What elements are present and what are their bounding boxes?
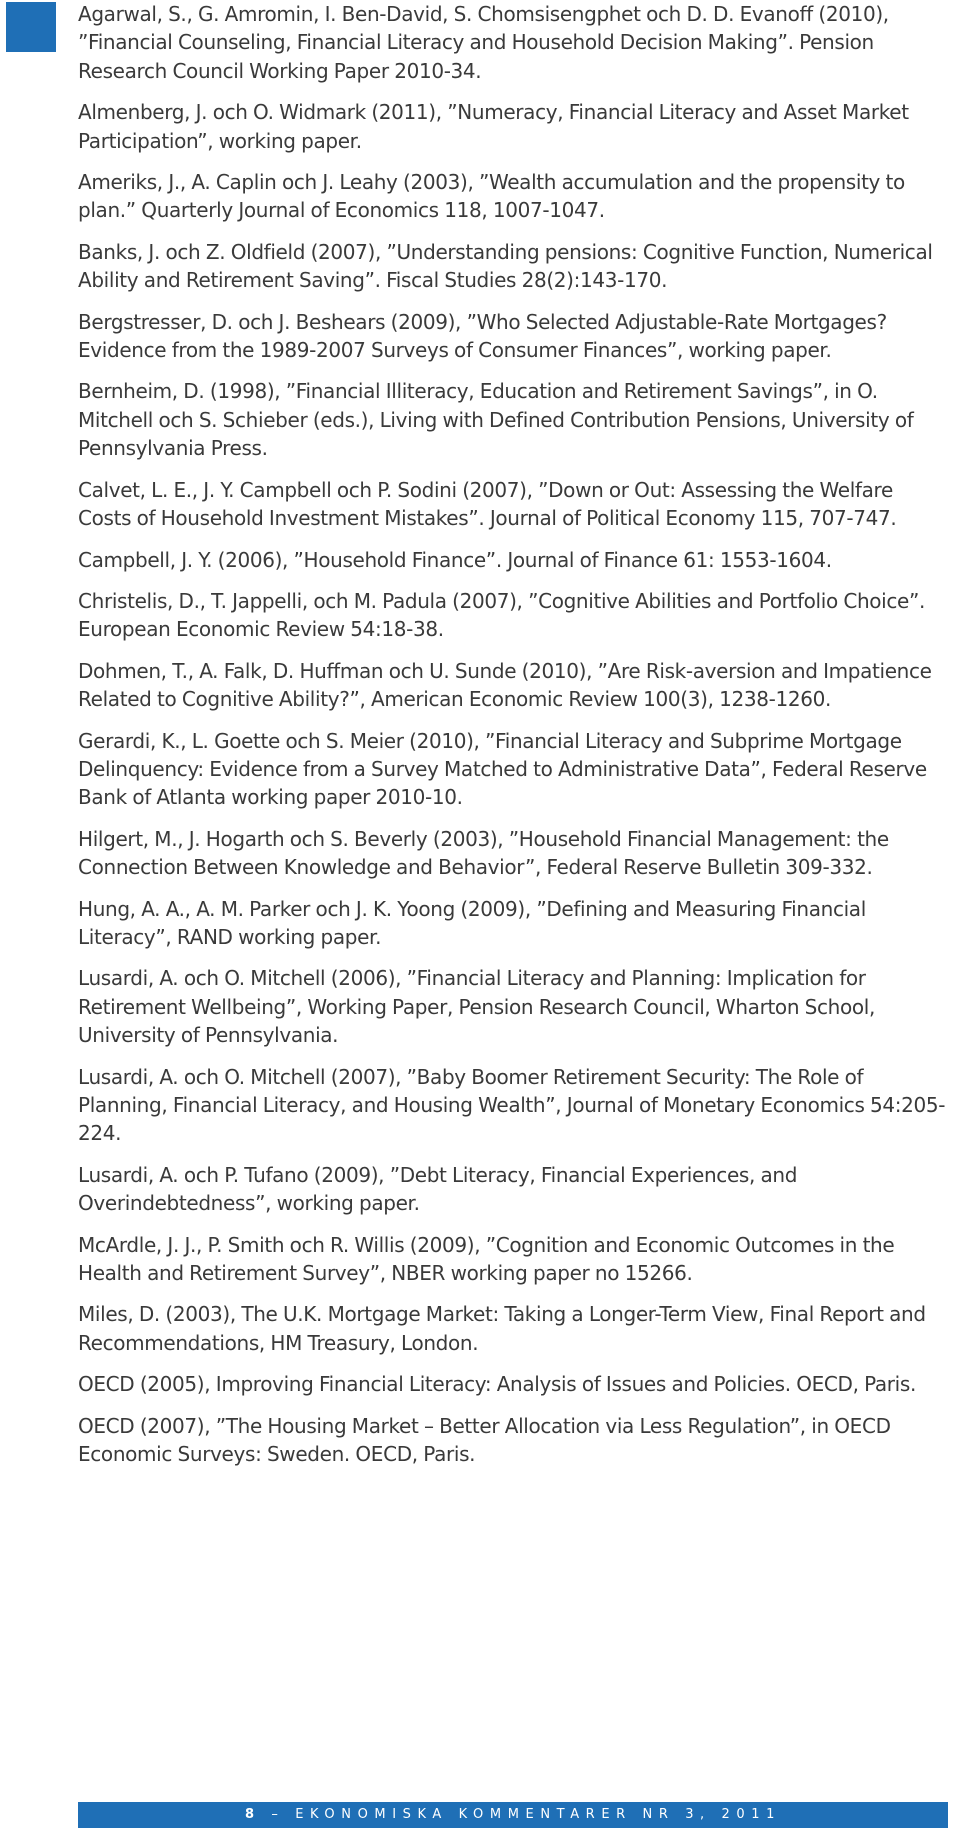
reference-entry: Bergstresser, D. och J. Beshears (2009), ”Who Selected Adjustable-Rate Mortgages? Evidence from the 1989-2007 Surveys of Consumer Finances”, working paper. — [78, 309, 887, 363]
reference-entry: Banks, J. och Z. Oldfield (2007), ”Understanding pensions: Cognitive Function, Numerical Ability and Retirement Saving”. Fiscal Studies 28(2):143-170. — [78, 239, 933, 293]
reference-entry: OECD (2007), ”The Housing Market – Better Allocation via Less Regulation”, in OECD Economic Surveys: Sweden. OECD, Paris. — [78, 1413, 891, 1467]
reference-list — [78, 0, 948, 1481]
reference-entry: Lusardi, A. och O. Mitchell (2006), ”Financial Literacy and Planning: Implication for Retirement Wellbeing”, Working Paper, Pension Research Council, Wharton School, University of Pennsylvania. — [78, 966, 875, 1048]
reference-entry: Lusardi, A. och P. Tufano (2009), ”Debt Literacy, Financial Experiences, and Overindebtedness”, working paper. — [78, 1162, 798, 1216]
footer-separator: – — [271, 1807, 285, 1822]
reference-entry: OECD (2005), Improving Financial Literacy: Analysis of Issues and Policies. OECD, Paris. — [78, 1372, 916, 1397]
reference-entry: Bernheim, D. (1998), ”Financial Illiteracy, Education and Retirement Savings”, in O. Mitchell och S. Schieber (eds.), Living with Defined Contribution Pensions, University of Pennsylvania Press. — [78, 379, 914, 461]
corner-accent-square — [6, 2, 56, 52]
publication-title: EKONOMISKA KOMMENTARER NR 3, 2011 — [295, 1807, 782, 1822]
reference-entry: Agarwal, S., G. Amromin, I. Ben-David, S. Chomsisengphet och D. D. Evanoff (2010), ”Financial Counseling, Financial Literacy and Household Decision Making”. Pension Research Council Working Paper 2010-34. — [78, 2, 889, 83]
reference-entry: Campbell, J. Y. (2006), ”Household Finance”. Journal of Finance 61: 1553-1604. — [78, 547, 832, 572]
reference-entry: Hilgert, M., J. Hogarth och S. Beverly (2003), ”Household Financial Management: the Connection Between Knowledge and Behavior”, Federal Reserve Bulletin 309-332. — [78, 826, 889, 880]
reference-entry: Dohmen, T., A. Falk, D. Huffman och U. Sunde (2010), ”Are Risk-aversion and Impatience Related to Cognitive Ability?”, American Economic Review 100(3), 1238-1260. — [78, 658, 932, 712]
reference-entry: Gerardi, K., L. Goette och S. Meier (2010), ”Financial Literacy and Subprime Mortgage Delinquency: Evidence from a Survey Matched to Administrative Data”, Federal Reserve Bank of Atlanta working paper 2010-10. — [78, 728, 927, 810]
page-number: 8 — [244, 1807, 261, 1822]
reference-entry: Hung, A. A., A. M. Parker och J. K. Yoong (2009), ”Defining and Measuring Financial Literacy”, RAND working paper. — [78, 896, 866, 949]
page-footer — [78, 1802, 948, 1828]
reference-entry: Almenberg, J. och O. Widmark (2011), ”Numeracy, Financial Literacy and Asset Market Participation”, working paper. — [78, 100, 909, 153]
reference-entry: McArdle, J. J., P. Smith och R. Willis (2009), ”Cognition and Economic Outcomes in the Health and Retirement Survey”, NBER working paper no 15266. — [78, 1232, 895, 1286]
reference-entry: Lusardi, A. och O. Mitchell (2007), ”Baby Boomer Retirement Security: The Role of Planning, Financial Literacy, and Housing Wealth”, Journal of Monetary Economics 54:205-224. — [78, 1064, 946, 1146]
reference-entry: Calvet, L. E., J. Y. Campbell och P. Sodini (2007), ”Down or Out: Assessing the Welfare Costs of Household Investment Mistakes”. Journal of Political Economy 115, 707-747. — [78, 477, 897, 531]
reference-entry: Ameriks, J., A. Caplin och J. Leahy (2003), ”Wealth accumulation and the propensity to plan.” Quarterly Journal of Economics 118, 1007-1047. — [78, 170, 905, 223]
reference-entry: Miles, D. (2003), The U.K. Mortgage Market: Taking a Longer-Term View, Final Report and Recommendations, HM Treasury, London. — [78, 1302, 926, 1355]
reference-entry: Christelis, D., T. Jappelli, och M. Padula (2007), ”Cognitive Abilities and Portfolio Choice”. European Economic Review 54:18-38. — [78, 588, 925, 642]
